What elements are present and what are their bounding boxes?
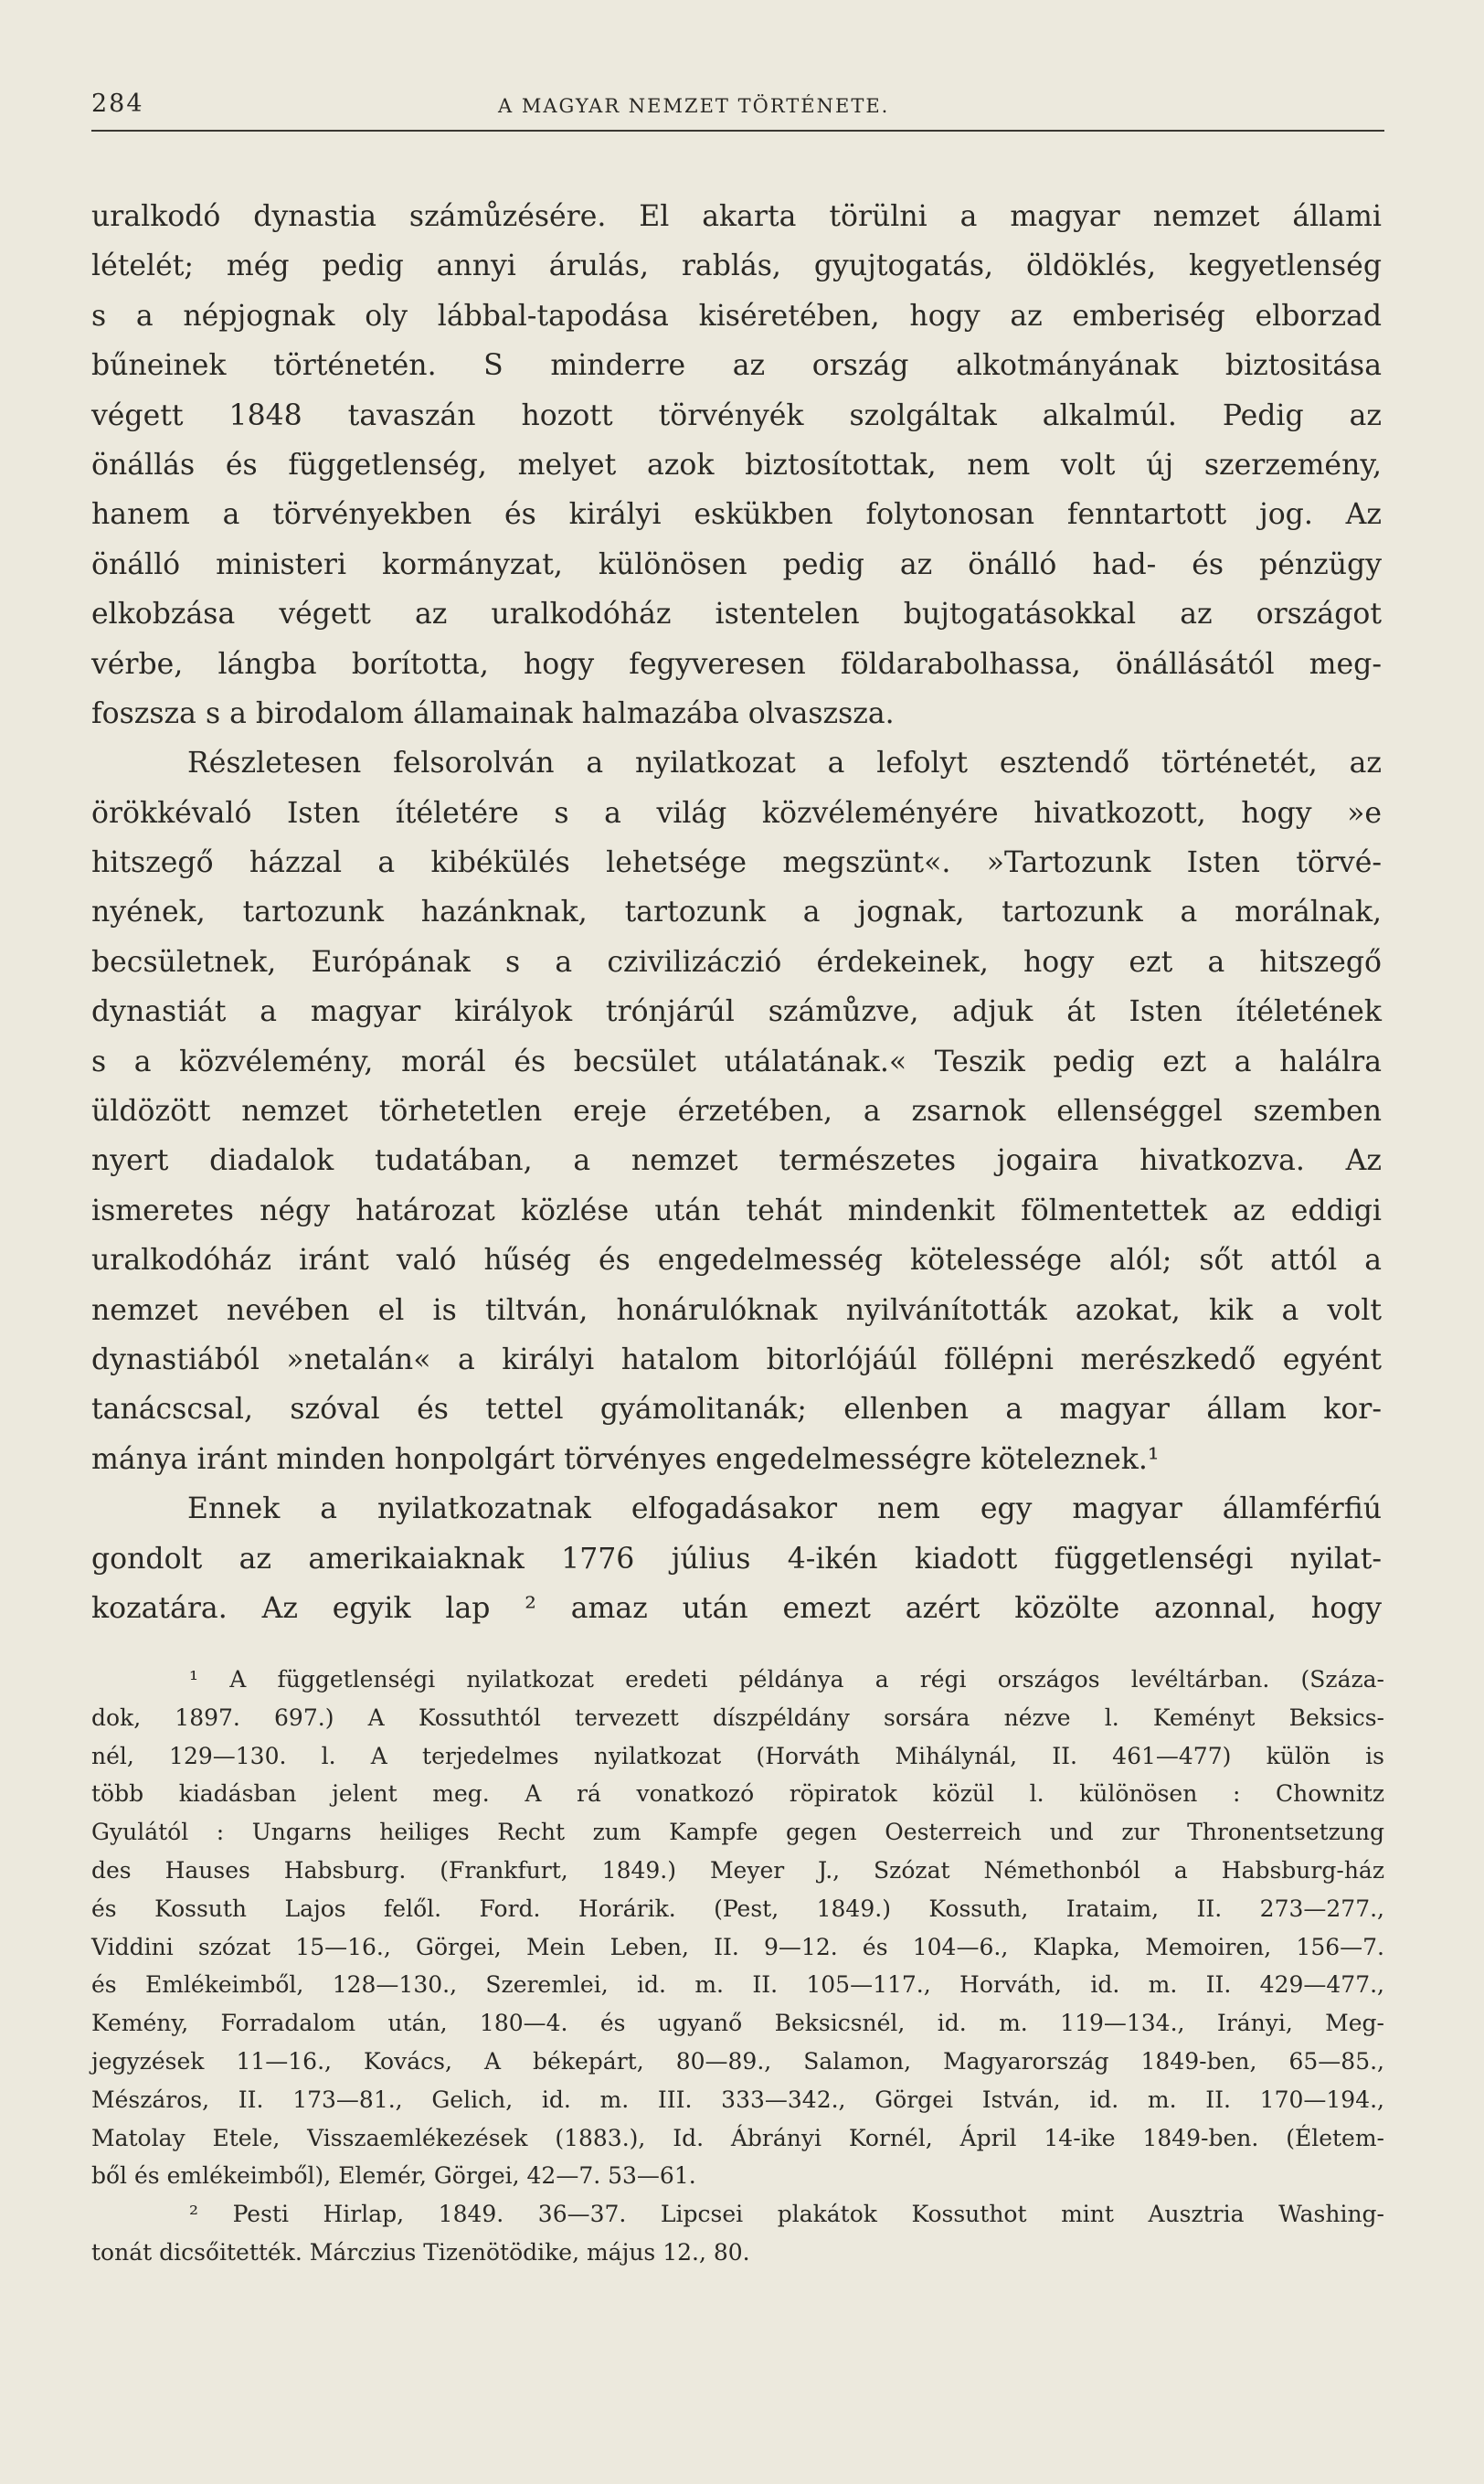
body-line: gondolt az amerikaiaknak 1776 július 4-ikén kiadott függetlenségi nyilat- [91,1542,1382,1576]
body-line: foszsza s a birodalom államainak halmazába olvaszsza. [91,696,895,730]
footnote-line: tonát dicsőitették. Márczius Tizenötödike, május 12., 80. [91,2238,750,2266]
running-title: A MAGYAR NEMZET TÖRTÉNETE. [498,95,890,117]
body-line: nyert diadalok tudatában, a nemzet természetes jogaira hivatkozva. Az [91,1144,1382,1178]
body-line: üldözött nemzet törhetetlen ereje érzetében, a zsarnok ellenséggel szemben [91,1095,1382,1129]
body-line: önállás és függetlenség, melyet azok biztosítottak, nem volt új szerzemény, [91,448,1382,482]
body-line: dynastiából »netalán« a királyi hatalom bitorlójáúl föllépni merészkedő egyént [91,1343,1382,1376]
body-line: Ennek a nyilatkozatnak elfogadásakor nem egy magyar államférfiú [187,1492,1382,1526]
body-line: becsületnek, Európának s a czivilizáczió érdekeinek, hogy ezt a hitszegő [91,945,1382,979]
body-line: s a népjognak oly lábbal-tapodása kiséretében, hogy az emberiség elborzad [91,299,1382,333]
body-line: hitszegő házzal a kibékülés lehetsége megszünt«. »Tartozunk Isten törvé- [91,846,1382,880]
footnote-line: jegyzések 11—16., Kovács, A békepárt, 80—89., Salamon, Magyarország 1849-ben, 65—85., [91,2047,1384,2075]
footnote-line: nél, 129—130. l. A terjedelmes nyilatkozat (Horváth Mihálynál, II. 461—477) külön is [91,1742,1384,1769]
body-line: kozatára. Az egyik lap ² amaz után emezt azért közölte azonnal, hogy [91,1591,1382,1625]
body-line: lételét; még pedig annyi árulás, rablás, gyujtogatás, öldöklés, kegyetlenség [91,249,1382,283]
page-header [91,90,1384,132]
footnotes [91,1661,1384,2272]
body-line: dynastiát a magyar királyok trónjárúl számůzve, adjuk át Isten ítéletének [91,995,1382,1029]
footnote-line: ¹ A függetlenségi nyilatkozat eredeti példánya a régi országos levéltárban. (Száza- [189,1666,1384,1693]
body-line: uralkodóház iránt való hűség és engedelmesség kötelessége alól; sőt attól a [91,1244,1382,1278]
footnote-line: ből és emlékeimből), Elemér, Görgei, 42—7. 53—61. [91,2162,696,2190]
body-line: ismeretes négy határozat közlése után tehát mindenkit fölmentettek az eddigi [91,1194,1382,1227]
body-line: örökkévaló Isten ítéletére s a világ közvéleményére hivatkozott, hogy »e [91,796,1382,830]
body-line: uralkodó dynastia számůzésére. El akarta törülni a magyar nemzet állami [91,200,1382,233]
footnote-line: Kemény, Forradalom után, 180—4. és ugyanő Beksicsnél, id. m. 119—134., Irányi, Meg- [91,2010,1384,2037]
footnote-line: ² Pesti Hirlap, 1849. 36—37. Lipcsei plakátok Kossuthot mint Ausztria Washing- [189,2201,1384,2228]
footnote-line: és Kossuth Lajos felől. Ford. Horárik. (Pest, 1849.) Kossuth, Irataim, II. 273—277., [91,1895,1384,1922]
body-line: hanem a törvényekben és királyi eskükben folytonosan fenntartott jog. Az [91,498,1382,532]
footnote-line: Mészáros, II. 173—81., Gelich, id. m. III. 333—342., Görgei István, id. m. II. 170—194., [91,2086,1384,2113]
body-line: tanácscsal, szóval és tettel gyámolitanák; ellenben a magyar állam kor- [91,1393,1382,1427]
footnote-line: Viddini szózat 15—16., Görgei, Mein Leben, II. 9—12. és 104—6., Klapka, Memoiren, 156—7. [91,1933,1384,1960]
body-line: s a közvélemény, morál és becsület utálatának.« Teszik pedig ezt a halálra [91,1045,1382,1078]
header-rule [91,130,1384,132]
body-text [91,192,1382,1633]
page-number: 284 [91,90,144,118]
body-line: nemzet nevében el is tiltván, honárulóknak nyilvánították azokat, kik a volt [91,1293,1382,1327]
body-line: bűneinek történetén. S minderre az ország alkotmányának biztositása [91,349,1382,383]
footnote-line: Matolay Etele, Visszaemlékezések (1883.), Id. Ábrányi Kornél, Ápril 14-ike 1849-ben. (Életem- [91,2124,1384,2151]
body-line: mánya iránt minden honpolgárt törvényes engedelmességre köteleznek.¹ [91,1442,1160,1476]
footnote-line: és Emlékeimből, 128—130., Szeremlei, id. m. II. 105—117., Horváth, id. m. II. 429—477., [91,1971,1384,1999]
body-line: nyének, tartozunk hazánknak, tartozunk a jognak, tartozunk a morálnak, [91,896,1382,929]
body-line: vérbe, lángba borította, hogy fegyveresen földarabolhassa, önállásától meg- [91,647,1382,681]
body-line: Részletesen felsorolván a nyilatkozat a lefolyt esztendő történetét, az [187,747,1382,780]
footnote-line: dok, 1897. 697.) A Kossuthtól tervezett díszpéldány sorsára nézve l. Keményt Beksics- [91,1704,1384,1731]
body-line: önálló ministeri kormányzat, különösen pedig az önálló had- és pénzügy [91,547,1382,581]
body-line: elkobzása végett az uralkodóház istentelen bujtogatásokkal az országot [91,598,1382,632]
footnote-line: des Hauses Habsburg. (Frankfurt, 1849.) Meyer J., Szózat Némethonból a Habsburg-ház [91,1856,1384,1884]
footnote-line: több kiadásban jelent meg. A rá vonatkozó röpiratok közül l. különösen : Chownitz [91,1780,1384,1808]
footnote-line: Gyulától : Ungarns heiliges Recht zum Kampfe gegen Oesterreich und zur Thronentsetzung [91,1819,1384,1846]
body-line: végett 1848 tavaszán hozott törvényék szolgáltak alkalmúl. Pedig az [91,398,1382,432]
